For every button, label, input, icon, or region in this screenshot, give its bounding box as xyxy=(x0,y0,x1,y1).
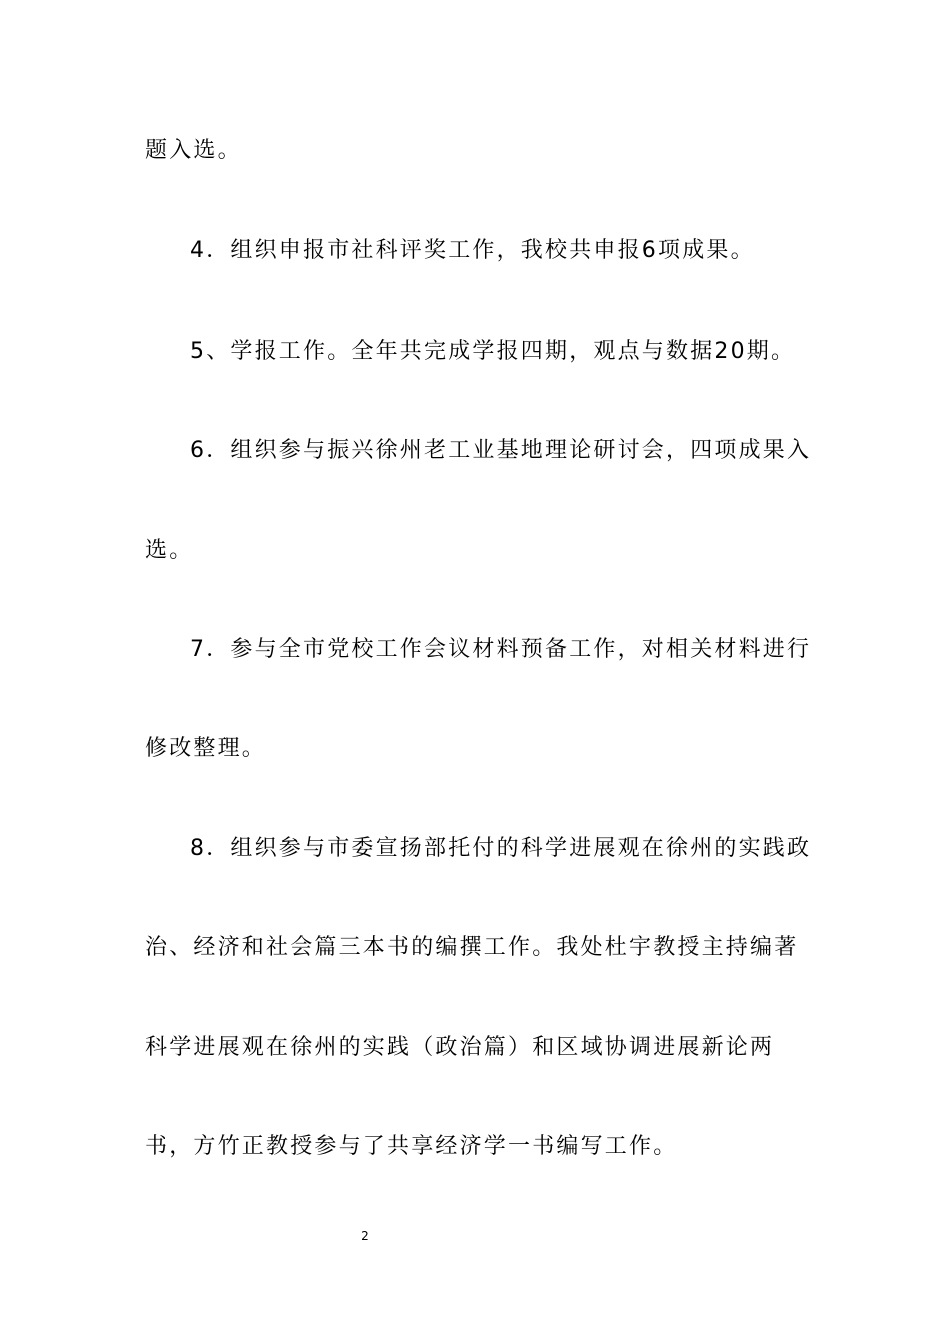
text-line-5: 选。 xyxy=(145,538,194,563)
text-line-11: 书，方竹正教授参与了共享经济学一书编写工作。 xyxy=(145,1134,678,1159)
text-line-9: 治、经济和社会篇三本书的编撰工作。我处杜宇教授主持编著 xyxy=(145,935,799,960)
text-line-7: 修改整理。 xyxy=(145,736,267,761)
text-line-8: 8．组织参与市委宣扬部托付的科学进展观在徐州的实践政 xyxy=(190,836,812,861)
page-number: 2 xyxy=(361,1229,369,1243)
text-line-4: 6．组织参与振兴徐州老工业基地理论研讨会，四项成果入 xyxy=(190,438,812,463)
text-line-1: 题入选。 xyxy=(145,138,242,163)
text-line-10: 科学进展观在徐州的实践（政治篇）和区域协调进展新论两 xyxy=(145,1035,775,1060)
text-line-3: 5、学报工作。全年共完成学报四期，观点与数据20期。 xyxy=(190,339,796,364)
text-line-2: 4．组织申报市社科评奖工作，我校共申报6项成果。 xyxy=(190,238,755,263)
text-line-6: 7．参与全市党校工作会议材料预备工作，对相关材料进行 xyxy=(190,637,812,662)
